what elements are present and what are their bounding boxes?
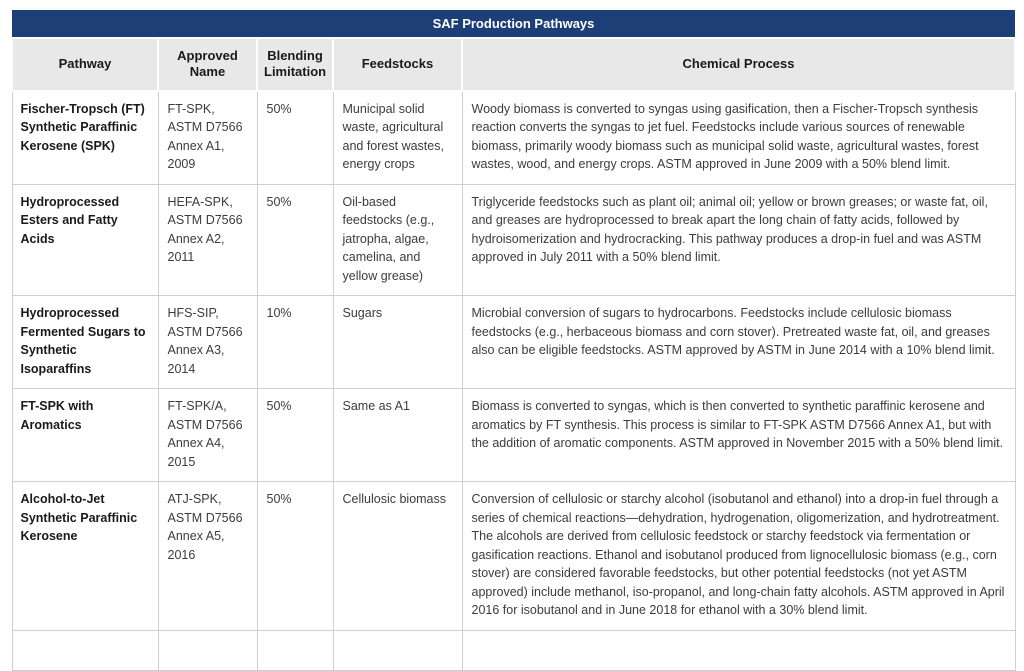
table-row	[12, 389, 1015, 482]
feedstocks-cell: Sugars	[333, 296, 462, 389]
chemical-process-cell: Triglyceride feedstocks such as plant oil; animal oil; yellow or brown greases; or waste fat, oil, and greases are hydroprocessed to break apart the long chain of fatty acids, followed by hydroisomerization and hydrocracking. This pathway produces a drop-in fuel and was ASTM approved in July 2011 with a 50% blend limit.	[462, 184, 1015, 296]
table-row-partial	[12, 630, 1015, 670]
table-header-row	[12, 38, 1015, 91]
blending-limitation-cell: 10%	[257, 296, 333, 389]
chemical-process-cell: Biomass is converted to syngas, which is then converted to synthetic paraffinic kerosene and aromatics by FT synthesis. This process is similar to FT-SPK ASTM D7566 Annex A1, but with the addition of aromatic components. ASTM approved in November 2015 with a 50% blend limit.	[462, 389, 1015, 482]
table-title: SAF Production Pathways	[12, 10, 1015, 38]
approved-name-cell: HEFA-SPK, ASTM D7566 Annex A2, 2011	[158, 184, 257, 296]
pathway-cell: Hydroprocessed Fermented Sugars to Synthetic Isoparaffins	[12, 296, 158, 389]
chemical-process-cell: Woody biomass is converted to syngas using gasification, then a Fischer-Tropsch synthesis reaction converts the syngas to jet fuel. Feedstocks include various sources of renewable biomass, primarily woody biomass such as municipal solid waste, agricultural wastes, forest wastes, wood, and energy crops. ASTM approved in June 2009 with a 50% blend limit.	[462, 91, 1015, 185]
saf-pathways-table	[11, 10, 1016, 671]
pathway-cell	[12, 630, 158, 670]
feedstocks-cell: Same as A1	[333, 389, 462, 482]
blending-limitation-cell	[257, 630, 333, 670]
blending-limitation-cell: 50%	[257, 184, 333, 296]
table-row	[12, 482, 1015, 631]
column-header-blending-limitation: Blending Limitation	[257, 38, 333, 91]
chemical-process-cell: Conversion of cellulosic or starchy alcohol (isobutanol and ethanol) into a drop-in fuel through a series of chemical reactions—dehydration, hydrogenation, oligomerization, and hydrotreatment. The alcohols are derived from cellulosic feedstock or starchy feedstock via fermentation or gasification reactions. Ethanol and isobutanol produced from lignocellulosic biomass (e.g., corn stover) are considered favorable feedstocks, but other potential feedstocks (not yet ASTM approved) include methanol, iso-propanol, and long-chain fatty alcohols. ASTM approved in April 2016 for isobutanol and in June 2018 for ethanol with a 30% blend limit.	[462, 482, 1015, 631]
pathway-cell: Hydroprocessed Esters and Fatty Acids	[12, 184, 158, 296]
feedstocks-cell	[333, 630, 462, 670]
pathway-cell: Fischer-Tropsch (FT) Synthetic Paraffinic Kerosene (SPK)	[12, 91, 158, 185]
approved-name-cell: ATJ-SPK, ASTM D7566 Annex A5, 2016	[158, 482, 257, 631]
table-row	[12, 91, 1015, 185]
column-header-approved-name: Approved Name	[158, 38, 257, 91]
feedstocks-cell: Oil-based feedstocks (e.g., jatropha, algae, camelina, and yellow grease)	[333, 184, 462, 296]
table-row	[12, 184, 1015, 296]
chemical-process-cell: Microbial conversion of sugars to hydrocarbons. Feedstocks include cellulosic biomass feedstocks (e.g., herbaceous biomass and corn stover). Pretreated waste fat, oil, and greases also can be eligible feedstocks. ASTM approved by ASTM in June 2014 with a 10% blend limit.	[462, 296, 1015, 389]
feedstocks-cell: Cellulosic biomass	[333, 482, 462, 631]
blending-limitation-cell: 50%	[257, 91, 333, 185]
approved-name-cell: FT-SPK/A, ASTM D7566 Annex A4, 2015	[158, 389, 257, 482]
table-row	[12, 296, 1015, 389]
approved-name-cell: FT-SPK, ASTM D7566 Annex A1, 2009	[158, 91, 257, 185]
feedstocks-cell: Municipal solid waste, agricultural and forest wastes, energy crops	[333, 91, 462, 185]
column-header-pathway: Pathway	[12, 38, 158, 91]
approved-name-cell: HFS-SIP, ASTM D7566 Annex A3, 2014	[158, 296, 257, 389]
column-header-chemical-process: Chemical Process	[462, 38, 1015, 91]
chemical-process-cell	[462, 630, 1015, 670]
approved-name-cell	[158, 630, 257, 670]
pathway-cell: FT-SPK with Aromatics	[12, 389, 158, 482]
column-header-feedstocks: Feedstocks	[333, 38, 462, 91]
blending-limitation-cell: 50%	[257, 389, 333, 482]
table-title-row	[12, 10, 1015, 38]
pathway-cell: Alcohol-to-Jet Synthetic Paraffinic Kerosene	[12, 482, 158, 631]
blending-limitation-cell: 50%	[257, 482, 333, 631]
